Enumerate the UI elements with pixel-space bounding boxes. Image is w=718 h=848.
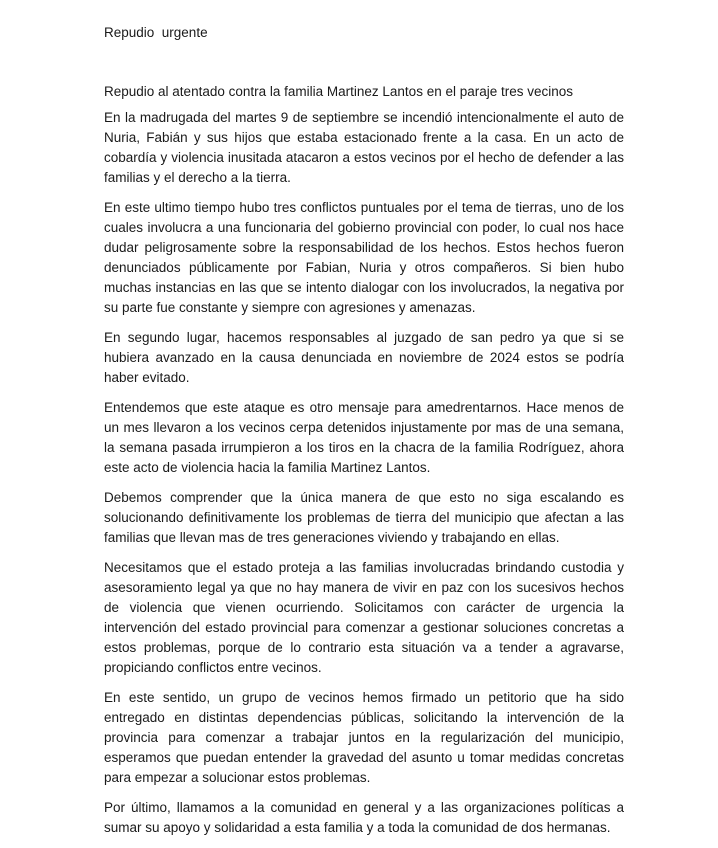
document-subtitle: Repudio al atentado contra la familia Martinez Lantos en el paraje tres vecinos — [104, 84, 574, 99]
paragraph-7: En este sentido, un grupo de vecinos hemos firmado un petitorio que ha sido entregado en distintas dependencias públicas, solicitando la intervención de la provincia para comenzar a trabajar juntos en la regularización del municipio, esperamos que puedan entender la gravedad del asunto u tomar medidas concretas para empezar a solucionar estos problemas. — [104, 690, 624, 785]
paragraph-2: En este ultimo tiempo hubo tres conflictos puntuales por el tema de tierras, uno de los cuales involucra a una funcionaria del gobierno provincial con poder, lo cual nos hace dudar peligrosamente sobre la responsabilidad de los hechos. Estos hechos fueron denunciados públicamente por Fabian, Nuria y otros compañeros. Si bien hubo muchas instancias en las que se intento dialogar con los involucrados, la negativa por su parte fue constante y siempre con agresiones y amenazas. — [104, 200, 624, 315]
paragraph-1: En la madrugada del martes 9 de septiembre se incendió intencionalmente el auto de Nuria, Fabián y sus hijos que estaba estacionado frente a la casa. En un acto de cobardía y violencia inusitada atacaron a estos vecinos por el hecho de defender a las familias y el derecho a la tierra. — [104, 110, 624, 185]
document-title: Repudio urgente — [104, 25, 208, 40]
paragraph-8: Por último, llamamos a la comunidad en general y a las organizaciones políticas a sumar su apoyo y solidaridad a esta familia y a toda la comunidad de dos hermanas. — [104, 800, 624, 835]
paragraph-4: Entendemos que este ataque es otro mensaje para amedrentarnos. Hace menos de un mes llevaron a los vecinos cerpa detenidos injustamente por mas de una semana, la semana pasada irrumpieron a los tiros en la chacra de la familia Rodríguez, ahora este acto de violencia hacia la familia Martinez Lantos. — [104, 400, 624, 475]
paragraph-6: Necesitamos que el estado proteja a las familias involucradas brindando custodia y asesoramiento legal ya que no hay manera de vivir en paz con los sucesivos hechos de violencia que vienen ocurriendo. Solicitamos con carácter de urgencia la intervención del estado provincial para comenzar a gestionar soluciones concretas a estos problemas, porque de lo contrario esta situación va a tender a agravarse, propiciando conflictos entre vecinos. — [104, 560, 624, 675]
paragraph-3: En segundo lugar, hacemos responsables al juzgado de san pedro ya que si se hubiera avanzado en la causa denunciada en noviembre de 2024 estos se podría haber evitado. — [104, 330, 624, 385]
document-body — [104, 82, 624, 848]
paragraph-5: Debemos comprender que la única manera de que esto no siga escalando es solucionando definitivamente los problemas de tierra del municipio que afectan a las familias que llevan mas de tres generaciones viviendo y trabajando en ellas. — [104, 490, 624, 545]
